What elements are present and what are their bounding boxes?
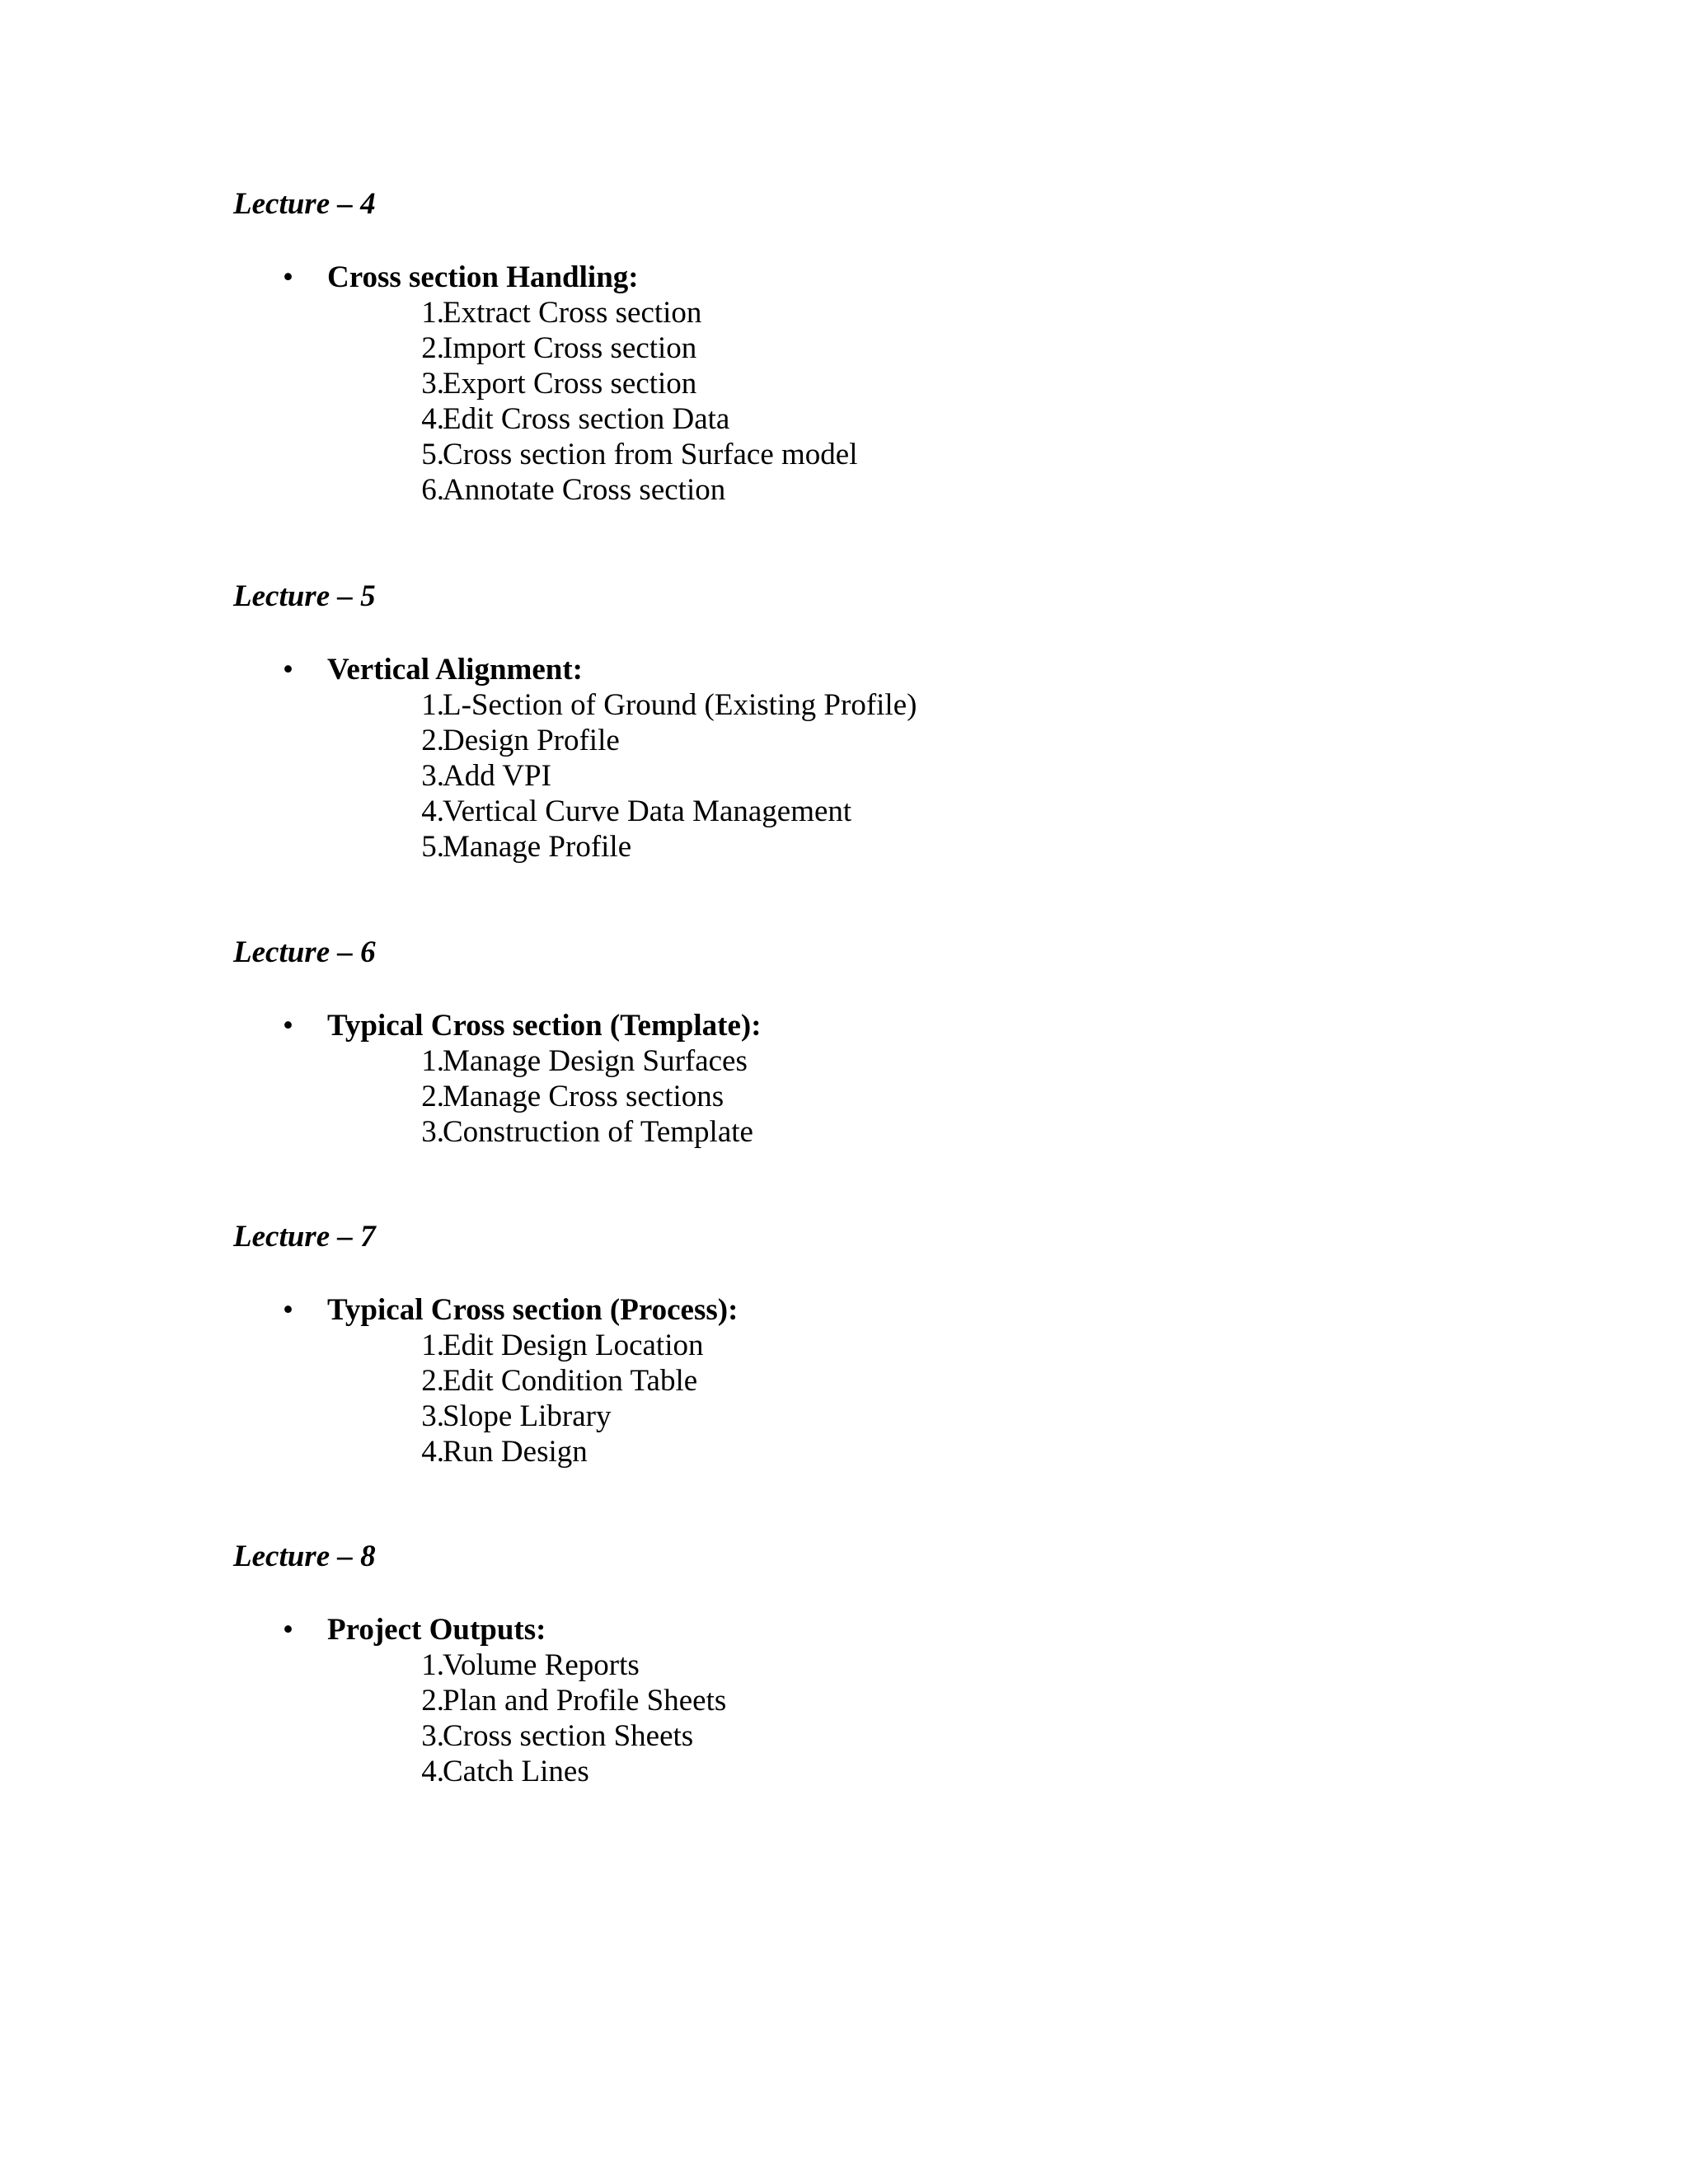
item-text: Manage Profile [443,830,632,864]
topic-title: Project Outputs: [327,1613,546,1647]
lecture-section-5 [233,579,1470,864]
item-number: 3. [421,1719,444,1753]
item-text: Edit Design Location [443,1329,704,1362]
bullet-icon: • [283,653,293,687]
item-text: Edit Cross section Data [443,402,730,436]
lecture-heading: Lecture – 7 [233,1220,376,1254]
item-text: Extract Cross section [443,296,702,330]
item-number: 4. [421,1435,444,1469]
item-text: Construction of Template [443,1115,753,1149]
topic-title: Typical Cross section (Template): [327,1009,762,1043]
item-text: Catch Lines [443,1755,589,1788]
item-text: L-Section of Ground (Existing Profile) [443,688,917,722]
item-number: 1. [421,296,444,330]
item-text: Cross section from Surface model [443,438,858,471]
item-text: Vertical Curve Data Management [443,794,852,828]
lecture-section-4 [233,186,1470,507]
item-text: Cross section Sheets [443,1719,694,1753]
item-number: 4. [421,1755,444,1788]
item-number: 2. [421,1080,444,1113]
item-text: Volume Reports [443,1648,640,1682]
item-number: 1. [421,1648,444,1682]
item-number: 1. [421,1329,444,1362]
lecture-heading: Lecture – 6 [233,935,376,969]
item-number: 3. [421,1399,444,1433]
item-number: 3. [421,759,444,793]
item-number: 1. [421,688,444,722]
item-number: 2. [421,724,444,757]
topic-title: Typical Cross section (Process): [327,1293,738,1327]
item-number: 5. [421,438,444,471]
lecture-section-6 [233,935,1470,1149]
item-number: 6. [421,473,444,507]
item-text: Manage Design Surfaces [443,1044,748,1078]
item-text: Plan and Profile Sheets [443,1684,727,1718]
lecture-section-7 [233,1219,1470,1469]
item-text: Add VPI [443,759,551,793]
lecture-heading: Lecture – 4 [233,187,376,221]
item-text: Annotate Cross section [443,473,726,507]
item-number: 2. [421,331,444,365]
item-number: 3. [421,367,444,401]
item-text: Import Cross section [443,331,697,365]
bullet-icon: • [283,1613,293,1647]
lecture-section-8 [233,1539,1470,1788]
bullet-icon: • [283,260,293,294]
lecture-heading: Lecture – 8 [233,1540,376,1573]
topic-title: Vertical Alignment: [327,653,584,687]
item-number: 2. [421,1684,444,1718]
item-text: Design Profile [443,724,620,757]
item-number: 4. [421,402,444,436]
bullet-icon: • [283,1009,293,1043]
lecture-heading: Lecture – 5 [233,579,376,613]
topic-title: Cross section Handling: [327,260,639,294]
item-text: Edit Condition Table [443,1364,698,1398]
item-number: 2. [421,1364,444,1398]
item-text: Manage Cross sections [443,1080,724,1113]
item-text: Slope Library [443,1399,612,1433]
item-number: 1. [421,1044,444,1078]
item-number: 4. [421,794,444,828]
item-text: Export Cross section [443,367,697,401]
bullet-icon: • [283,1293,293,1327]
item-text: Run Design [443,1435,588,1469]
item-number: 5. [421,830,444,864]
item-number: 3. [421,1115,444,1149]
